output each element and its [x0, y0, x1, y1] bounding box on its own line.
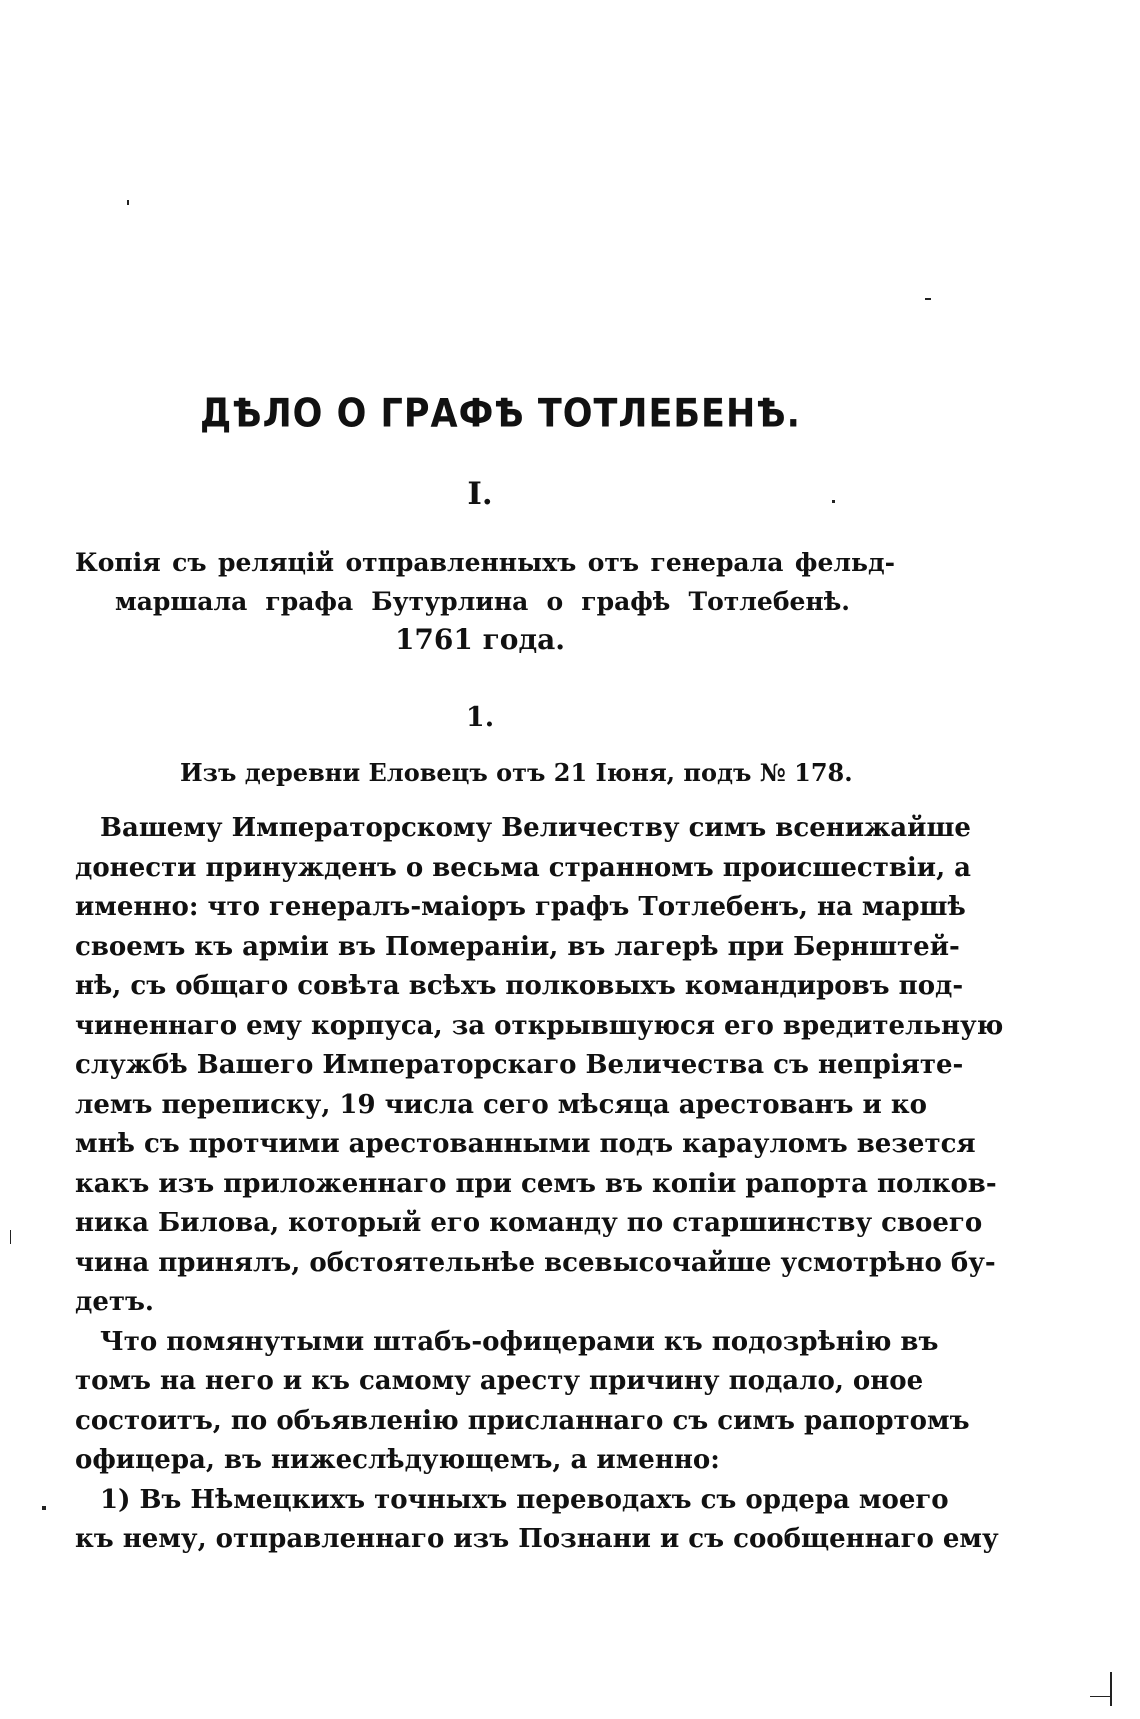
document-number: 1. [465, 702, 495, 733]
place-and-date-line: Изъ деревни Еловецъ отъ 21 Іюня, подъ № 178. [180, 758, 853, 787]
scan-speck [832, 500, 835, 503]
body-line-6: чиненнаго ему корпуса, за открывшуюся его вредительную [75, 1011, 1004, 1041]
body-line-15: томъ на него и къ самому аресту причину подало, оное [75, 1366, 924, 1396]
scan-edge-mark [1090, 1696, 1112, 1697]
scan-speck [10, 1230, 11, 1244]
body-line-3: именно: что генералъ-маіоръ графъ Тотлебенъ, на маршѣ [75, 892, 966, 922]
body-line-1: Вашему Императорскому Величеству симъ всенижайше [100, 813, 971, 843]
subtitle-line-1: Копія съ реляцій отправленныхъ отъ генерала фельд- [75, 548, 895, 577]
scan-speck [925, 298, 931, 300]
body-line-16: состоитъ, по объявленію присланнаго съ симъ рапортомъ [75, 1406, 970, 1436]
body-line-8: лемъ переписку, 19 числа сего мѣсяца арестованъ и ко [75, 1090, 927, 1120]
body-line-13: детъ. [75, 1287, 154, 1317]
scan-edge-mark [1110, 1672, 1112, 1706]
scan-speck [127, 200, 129, 205]
body-line-2: донести принужденъ о весьма странномъ происшествіи, а [75, 853, 972, 883]
body-line-12: чина принялъ, обстоятельнѣе всевысочайше усмотрѣно бу- [75, 1248, 996, 1278]
section-number: I. [467, 476, 493, 512]
body-line-7: службѣ Вашего Императорскаго Величества съ непріяте- [75, 1050, 964, 1080]
body-line-19: къ нему, отправленнаго изъ Познани и съ сообщеннаго ему [75, 1524, 999, 1554]
subtitle-line-2: маршала графа Бутурлина о графѣ Тотлебенѣ. [115, 587, 850, 616]
body-line-4: своемъ къ арміи въ Помераніи, въ лагерѣ при Бернштей- [75, 932, 960, 962]
body-line-9: мнѣ съ протчими арестованными подъ карауломъ везется [75, 1129, 976, 1159]
body-line-18: 1) Въ Нѣмецкихъ точныхъ переводахъ съ ордера моего [100, 1485, 949, 1515]
body-line-11: ника Билова, который его команду по старшинству своего [75, 1208, 983, 1238]
body-line-10: какъ изъ приложеннаго при семъ въ копіи рапорта полков- [75, 1169, 997, 1199]
document-title: ДѢЛО О ГРАФѢ ТОТЛЕБЕНѢ. [200, 392, 801, 437]
body-line-5: нѣ, съ общаго совѣта всѣхъ полковыхъ командировъ под- [75, 971, 964, 1001]
subtitle-year: 1761 года. [394, 623, 566, 656]
scan-speck [42, 1506, 46, 1510]
body-line-17: офицера, въ нижеслѣдующемъ, а именно: [75, 1445, 720, 1475]
body-line-14: Что помянутыми штабъ-офицерами къ подозрѣнію въ [100, 1327, 939, 1357]
